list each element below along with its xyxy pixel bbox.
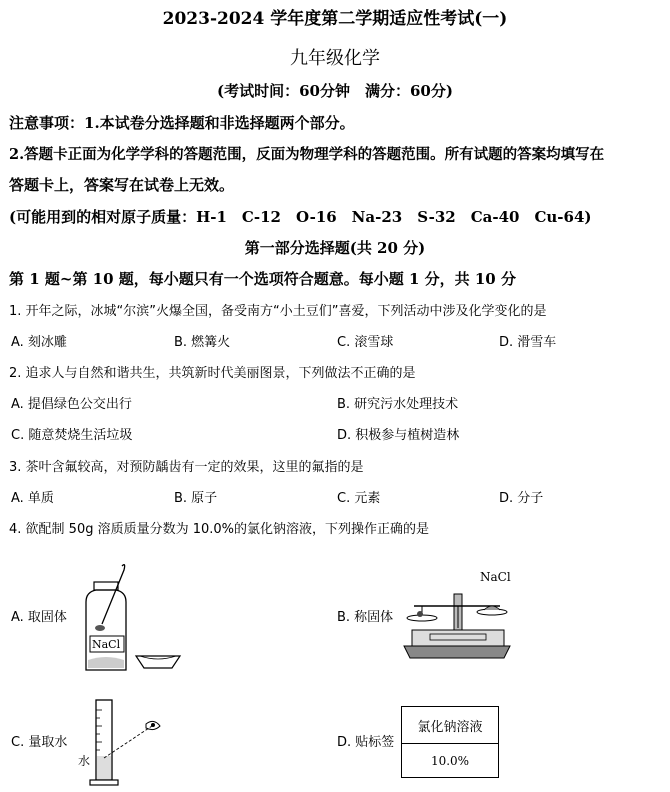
note-2-line-1: 2.答题卡正面为化学学科的答题范围，反面为物理学科的答题范围。所有试题的答案均填写在 [9, 146, 605, 163]
cylinder-figure [86, 696, 166, 788]
section-instruction: 第 1 题~第 10 题，每小题只有一个选项符合题意。每小题 1 分，共 10 分 [9, 270, 516, 288]
q4-option-a: A. 取固体 [11, 610, 67, 625]
q4-option-d: D. 贴标签 [337, 735, 395, 750]
q2-option-b: B. 研究污水处理技术 [337, 397, 459, 412]
q3-option-a: A. 单质 [11, 491, 54, 506]
section-title: 第一部分选择题(共 20 分) [244, 239, 426, 257]
q1-option-b: B. 燃篝火 [174, 335, 231, 350]
tag-concentration: 10.0% [430, 753, 470, 768]
q2-option-a: A. 提倡绿色公交出行 [11, 397, 132, 412]
question-4-stem: 4. 欲配制 50g 溶质质量分数为 10.0%的氯化钠溶液，下列操作正确的是 [9, 522, 430, 537]
atomic-masses: (可能用到的相对原子质量：H-1 C-12 O-16 Na-23 S-32 Ca-40 Cu-64) [9, 208, 592, 226]
cylinder-label: 水 [78, 754, 91, 768]
q1-option-c: C. 滚雪球 [337, 335, 394, 350]
tag-name: 氯化钠溶液 [402, 707, 498, 744]
exam-time-info: (考试时间：60分钟 满分：60分) [217, 82, 453, 100]
question-2-stem: 2. 追求人与自然和谐共生，共筑新时代美丽图景，下列做法不正确的是 [9, 366, 416, 381]
q3-option-b: B. 原子 [174, 491, 218, 506]
q4-option-c: C. 量取水 [11, 735, 68, 750]
exam-title: 2023-2024 学年度第二学期适应性考试(一) [162, 9, 508, 29]
q4-option-b: B. 称固体 [337, 610, 394, 625]
exam-subtitle: 九年级化学 [290, 48, 380, 69]
reagent-jar-figure [76, 562, 186, 674]
q3-option-c: C. 元素 [337, 491, 381, 506]
q2-option-c: C. 随意焚烧生活垃圾 [11, 428, 133, 443]
balance-figure [400, 580, 515, 662]
q3-option-d: D. 分子 [499, 491, 544, 506]
q1-option-a: A. 刻冰雕 [11, 335, 67, 350]
q2-option-d: D. 积极参与植树造林 [337, 428, 460, 443]
balance-label: NaCl [480, 570, 511, 584]
question-1-stem: 1. 开年之际，冰城“尔滨”火爆全国，备受南方“小土豆们”喜爱，下列活动中涉及化学变化的是 [9, 304, 547, 319]
note-1: 注意事项：1.本试卷分选择题和非选择题两个部分。 [9, 114, 355, 132]
solution-label-tag [401, 706, 499, 778]
note-2-line-2: 答题卡上，答案写在试卷上无效。 [9, 176, 235, 194]
jar-label: NaCl [92, 638, 121, 651]
question-3-stem: 3. 茶叶含氟较高，对预防龋齿有一定的效果，这里的氟指的是 [9, 460, 364, 475]
q1-option-d: D. 滑雪车 [499, 335, 557, 350]
